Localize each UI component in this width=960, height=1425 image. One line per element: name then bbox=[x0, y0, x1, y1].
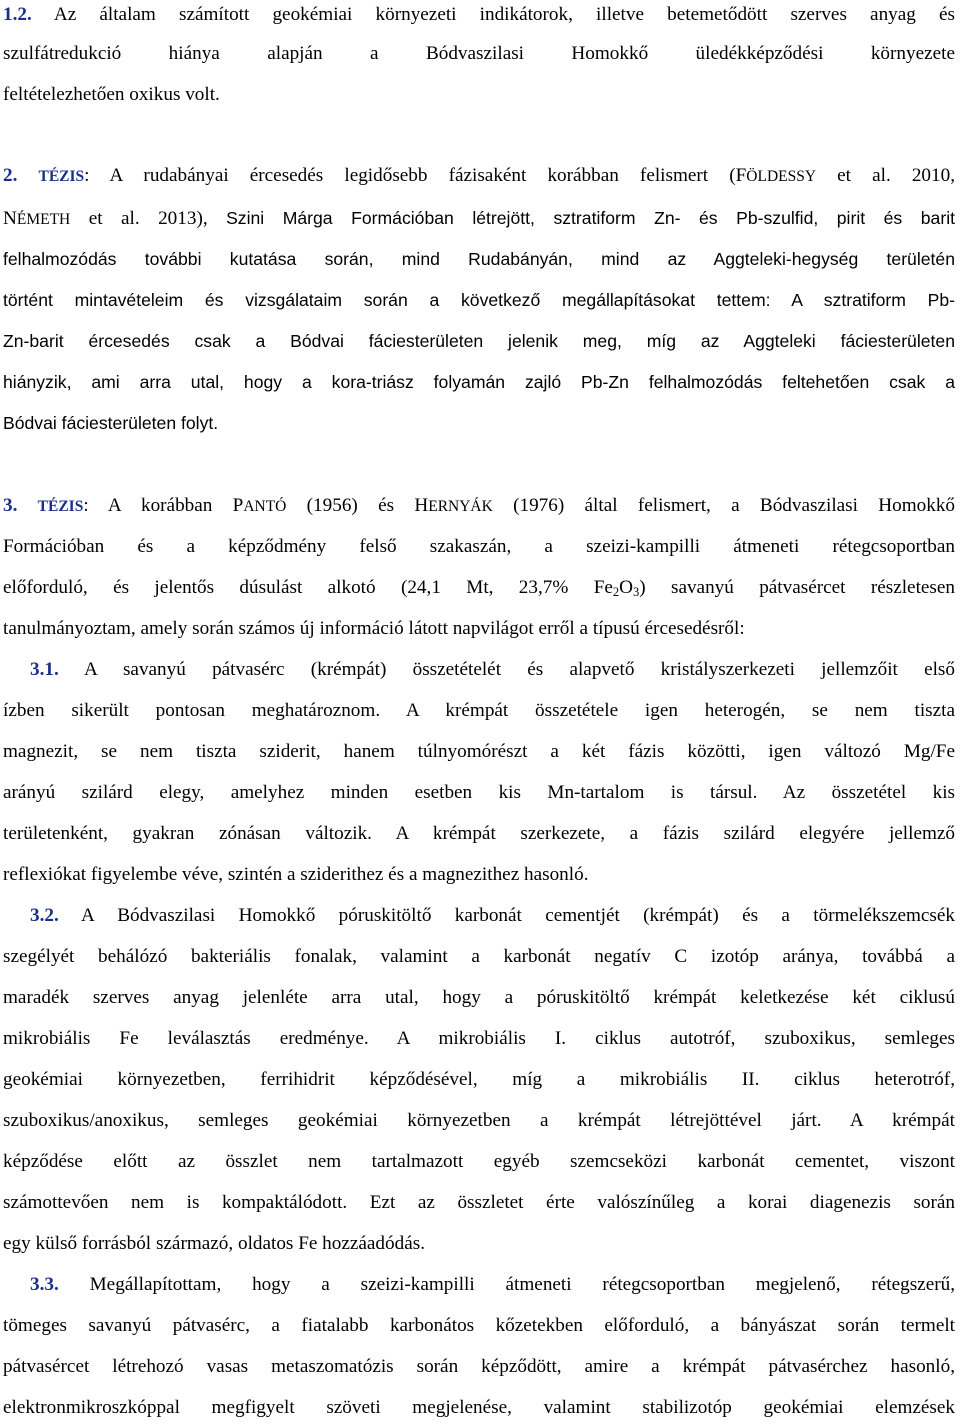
point-text: A savanyú pátvasérc (krémpát) összetételét és alapvető kristályszerkezeti jellemzőit első bbox=[58, 659, 955, 680]
point-number: 3.2. bbox=[30, 905, 59, 926]
thesis-label: TÉZIS bbox=[38, 168, 85, 185]
author-name: ERNYÁK bbox=[428, 498, 493, 515]
thesis-text: et al. bbox=[70, 208, 159, 229]
thesis-text: : A korábban P bbox=[83, 495, 244, 516]
thesis-text: előforduló, és jelentős dúsulást alkotó (24,1 Mt, 23,7% Fe bbox=[3, 577, 613, 598]
thesis-text: történt mintavételeim és vizsgálataim során a következő megállapításokat tettem: A sztratiform Pb- bbox=[3, 290, 955, 310]
point-3-1-line-5 bbox=[3, 819, 955, 849]
point-text: magnezit, se nem tiszta sziderit, hanem túlnyomórészt a két fázis közötti, igen változó Mg/Fe bbox=[3, 741, 955, 762]
point-3-2-line-4 bbox=[3, 1024, 955, 1054]
point-text: pátvasércet létrehozó vasas metaszomatózis során képződött, amire a krémpát pátvasérchez hasonló, bbox=[3, 1356, 955, 1377]
point-3-1-line-6 bbox=[3, 860, 955, 890]
point-number: 3.1. bbox=[30, 659, 59, 680]
point-text: képződése előtt az összlet nem tartalmazott egyéb szemcseközi karbonát cementet, viszont bbox=[3, 1151, 955, 1172]
point-text: maradék szerves anyag jelenléte arra utal, hogy a póruskitöltő krémpát keletkezése két ciklusú bbox=[3, 987, 955, 1008]
thesis-text: Formációban és a képződmény felső szakaszán, a szeizi-kampilli átmeneti rétegcsoportban bbox=[3, 536, 955, 557]
thesis-2-line-3 bbox=[3, 244, 955, 274]
thesis-text: Zn-barit ércesedés csak a Bódvai fáciesterületen jelenik meg, míg az Aggteleki fáciesterületen bbox=[3, 331, 955, 351]
point-text: geokémiai környezetben, ferrihidrit képződésével, míg a mikrobiális II. ciklus heterotróf, bbox=[3, 1069, 955, 1090]
thesis-3-line-4 bbox=[3, 614, 955, 644]
thesis-text: ) savanyú pátvasércet részletesen bbox=[639, 577, 955, 598]
thesis-number: 2. bbox=[3, 165, 18, 186]
section-text: Az általam számított geokémiai környezeti indikátorok, illetve betemetődött szerves anyag és bbox=[31, 4, 955, 25]
point-3-2-line-2 bbox=[3, 942, 955, 972]
point-text: ízben sikerült pontosan meghatároznom. A krémpát összetétele igen heterogén, se nem tiszta bbox=[3, 700, 955, 721]
thesis-text: N bbox=[3, 208, 17, 229]
point-3-2-line-6 bbox=[3, 1106, 955, 1136]
point-3-3-line-4 bbox=[3, 1393, 955, 1423]
point-text: szuboxikus/anoxikus, semleges geokémiai környezetben a krémpát létrejöttével járt. A krémpát bbox=[3, 1110, 955, 1131]
section-1-2-line-3 bbox=[3, 80, 955, 110]
thesis-text: et al. 2010, bbox=[816, 165, 956, 186]
section-text: szulfátredukció hiánya alapján a Bódvaszilasi Homokkő üledékképződési környezete bbox=[3, 43, 955, 64]
thesis-text: (1956) és H bbox=[286, 495, 429, 516]
point-text: elektronmikroszkóppal megfigyelt szöveti megjelenése, valamint stabilizotóp geokémiai elemzések bbox=[3, 1397, 955, 1418]
point-3-2-line-1 bbox=[30, 901, 955, 931]
point-text: szegélyét behálózó bakteriális fonalak, valamint a karbonát negatív C izotóp aránya, továbbá a bbox=[3, 946, 955, 967]
point-text: reflexiókat figyelembe véve, szintén a sziderithez és a magnezithez hasonló. bbox=[3, 864, 589, 885]
thesis-number: 3. bbox=[3, 495, 18, 516]
point-text: Megállapítottam, hogy a szeizi-kampilli átmeneti rétegcsoportban megjelenő, rétegszerű, bbox=[58, 1274, 955, 1295]
point-number: 3.3. bbox=[30, 1274, 59, 1295]
thesis-label: TÉZIS bbox=[37, 498, 84, 515]
thesis-2-line-7 bbox=[3, 408, 955, 438]
section-text: feltételezhetően oxikus volt. bbox=[3, 84, 220, 105]
point-3-1-line-3 bbox=[3, 737, 955, 767]
point-3-2-line-7 bbox=[3, 1147, 955, 1177]
thesis-2-line-5 bbox=[3, 326, 955, 356]
point-3-1-line-1 bbox=[30, 655, 955, 685]
author-name: ÖLDESSY bbox=[746, 168, 817, 185]
thesis-2-line-4 bbox=[3, 285, 955, 315]
author-name: ANTÓ bbox=[243, 498, 287, 515]
thesis-text: Bódvai fáciesterületen folyt. bbox=[3, 413, 219, 433]
point-3-3-line-1 bbox=[30, 1270, 955, 1300]
point-text: tömeges savanyú pátvasérc, a fiatalabb karbonátos kőzetekben előforduló, a bányászat során termelt bbox=[3, 1315, 955, 1336]
point-3-3-line-2 bbox=[3, 1311, 955, 1341]
thesis-2-line-6 bbox=[3, 367, 955, 397]
thesis-2-line-1 bbox=[3, 161, 955, 191]
point-text: területenként, gyakran zónásan változik. A krémpát szerkezete, a fázis szilárd elegyére jellemző bbox=[3, 823, 955, 844]
thesis-text: (1976) által felismert, a Bódvaszilasi Homokkő bbox=[492, 495, 956, 516]
point-3-2-line-5 bbox=[3, 1065, 955, 1095]
thesis-text: felhalmozódás további kutatása során, mind Rudabányán, mind az Aggteleki-hegység területén bbox=[3, 249, 955, 269]
thesis-text: : A rudabányai ércesedés legidősebb fázisaként korábban felismert (F bbox=[84, 165, 747, 186]
point-3-1-line-2 bbox=[3, 696, 955, 726]
point-text: mikrobiális Fe leválasztás eredménye. A mikrobiális I. ciklus autotróf, szuboxikus, semleges bbox=[3, 1028, 955, 1049]
point-3-3-line-3 bbox=[3, 1352, 955, 1382]
point-text: számottevően nem is kompaktálódott. Ezt az összletet érte valószínűleg a korai diagenezis során bbox=[3, 1192, 955, 1213]
thesis-3-line-3 bbox=[3, 573, 955, 603]
point-3-2-line-9 bbox=[3, 1229, 955, 1259]
thesis-text: Szini Márga Formációban létrejött, sztratiform Zn- és Pb-szulfid, pirit és barit bbox=[226, 208, 955, 228]
thesis-2-line-2 bbox=[3, 203, 955, 233]
formula-subscript: 2 bbox=[612, 585, 620, 599]
author-name: ÉMETH bbox=[16, 211, 71, 228]
thesis-text: 2013), bbox=[158, 208, 227, 229]
point-text: egy külső forrásból származó, oldatos Fe hozzáadódás. bbox=[3, 1233, 425, 1254]
point-text: A Bódvaszilasi Homokkő póruskitöltő karbonát cementjét (krémpát) és a törmelékszemcsék bbox=[58, 905, 955, 926]
thesis-text: tanulmányoztam, amely során számos új információ látott napvilágot erről a típusú ércesedésről: bbox=[3, 618, 745, 639]
formula-subscript: 3 bbox=[633, 585, 640, 599]
section-number: 1.2. bbox=[3, 4, 32, 25]
point-3-1-line-4 bbox=[3, 778, 955, 808]
point-3-2-line-8 bbox=[3, 1188, 955, 1218]
point-3-2-line-3 bbox=[3, 983, 955, 1013]
point-text: arányú szilárd elegy, amelyhez minden esetben kis Mn-tartalom is társul. Az összetétel kis bbox=[3, 782, 955, 803]
thesis-3-line-2 bbox=[3, 532, 955, 562]
section-1-2-line-1 bbox=[3, 0, 955, 30]
thesis-text: hiányzik, ami arra utal, hogy a kora-triász folyamán zajló Pb-Zn felhalmozódás feltehetően csak a bbox=[3, 372, 955, 392]
thesis-text: O bbox=[619, 577, 633, 598]
section-1-2-line-2 bbox=[3, 39, 955, 69]
thesis-3-line-1 bbox=[3, 491, 955, 521]
